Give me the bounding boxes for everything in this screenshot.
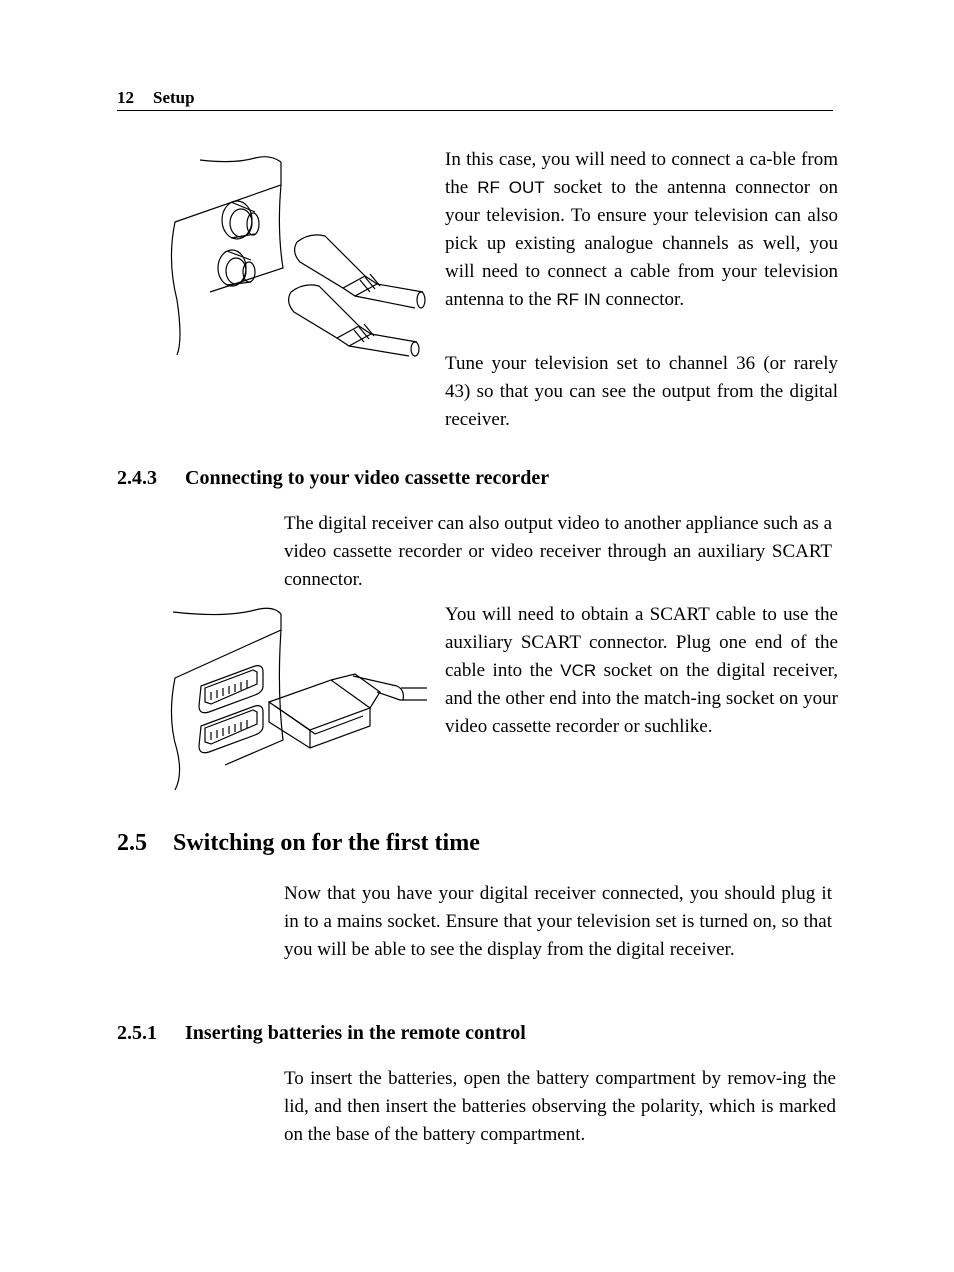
section-number: 2.5 — [117, 830, 147, 856]
rf-text-3: connector. — [600, 289, 685, 310]
rf-text-2: socket to the antenna connector on your television. To ensure your television can also pick up existing analogue channels as well, you will need to connect a cable from your television antenna to the — [445, 177, 839, 310]
vcr-paragraph-2 — [445, 601, 838, 741]
switching-paragraph: Now that you have your digital receiver connected, you should plug it in to a mains socket. Ensure that your television set is turned on, so that you will be able to see the display from the digital receiver. — [284, 883, 832, 960]
vcr-paragraph-1: The digital receiver can also output video to another appliance such as a video cassette recorder or video receiver through an auxiliary SCART connector. — [284, 513, 832, 590]
vcr-socket-label: VCR — [560, 661, 597, 680]
vcr-text-1: You will need to obtain a SCART cable to use the auxiliary SCART connector. Plug one end of the cable into the — [445, 604, 838, 681]
scart-connector-illustration — [165, 600, 430, 795]
rf-out-label: RF OUT — [477, 178, 545, 197]
heading-batteries — [117, 1022, 717, 1050]
rf-connector-illustration — [165, 150, 430, 360]
rf-text-1: In this case, you will need to connect a ca-ble from the — [445, 149, 838, 198]
chapter-title: Setup — [153, 88, 195, 107]
vcr-text-2: socket on the digital receiver, and the other end into the match-ing socket on your video cassette recorder or suchlike. — [445, 660, 838, 737]
section-title: Inserting batteries in the remote control — [185, 1022, 526, 1044]
batteries-paragraph: To insert the batteries, open the battery compartment by remov-ing the lid, and then insert the batteries observing the polarity, which is marked on the base of the battery compartment. — [284, 1068, 836, 1145]
section-title: Switching on for the first time — [173, 830, 480, 856]
section-number: 2.4.3 — [117, 467, 157, 489]
running-header — [117, 86, 833, 111]
section-number: 2.5.1 — [117, 1022, 157, 1044]
rf-paragraph-2: Tune your television set to channel 36 (or rarely 43) so that you can see the output from the digital receiver. — [445, 353, 838, 430]
section-title: Connecting to your video cassette recorder — [185, 467, 550, 489]
heading-switching-on — [117, 830, 717, 862]
heading-vcr — [117, 467, 717, 495]
page-number: 12 — [117, 88, 134, 107]
rf-paragraph-1 — [445, 146, 838, 314]
rf-in-label: RF IN — [556, 290, 601, 309]
